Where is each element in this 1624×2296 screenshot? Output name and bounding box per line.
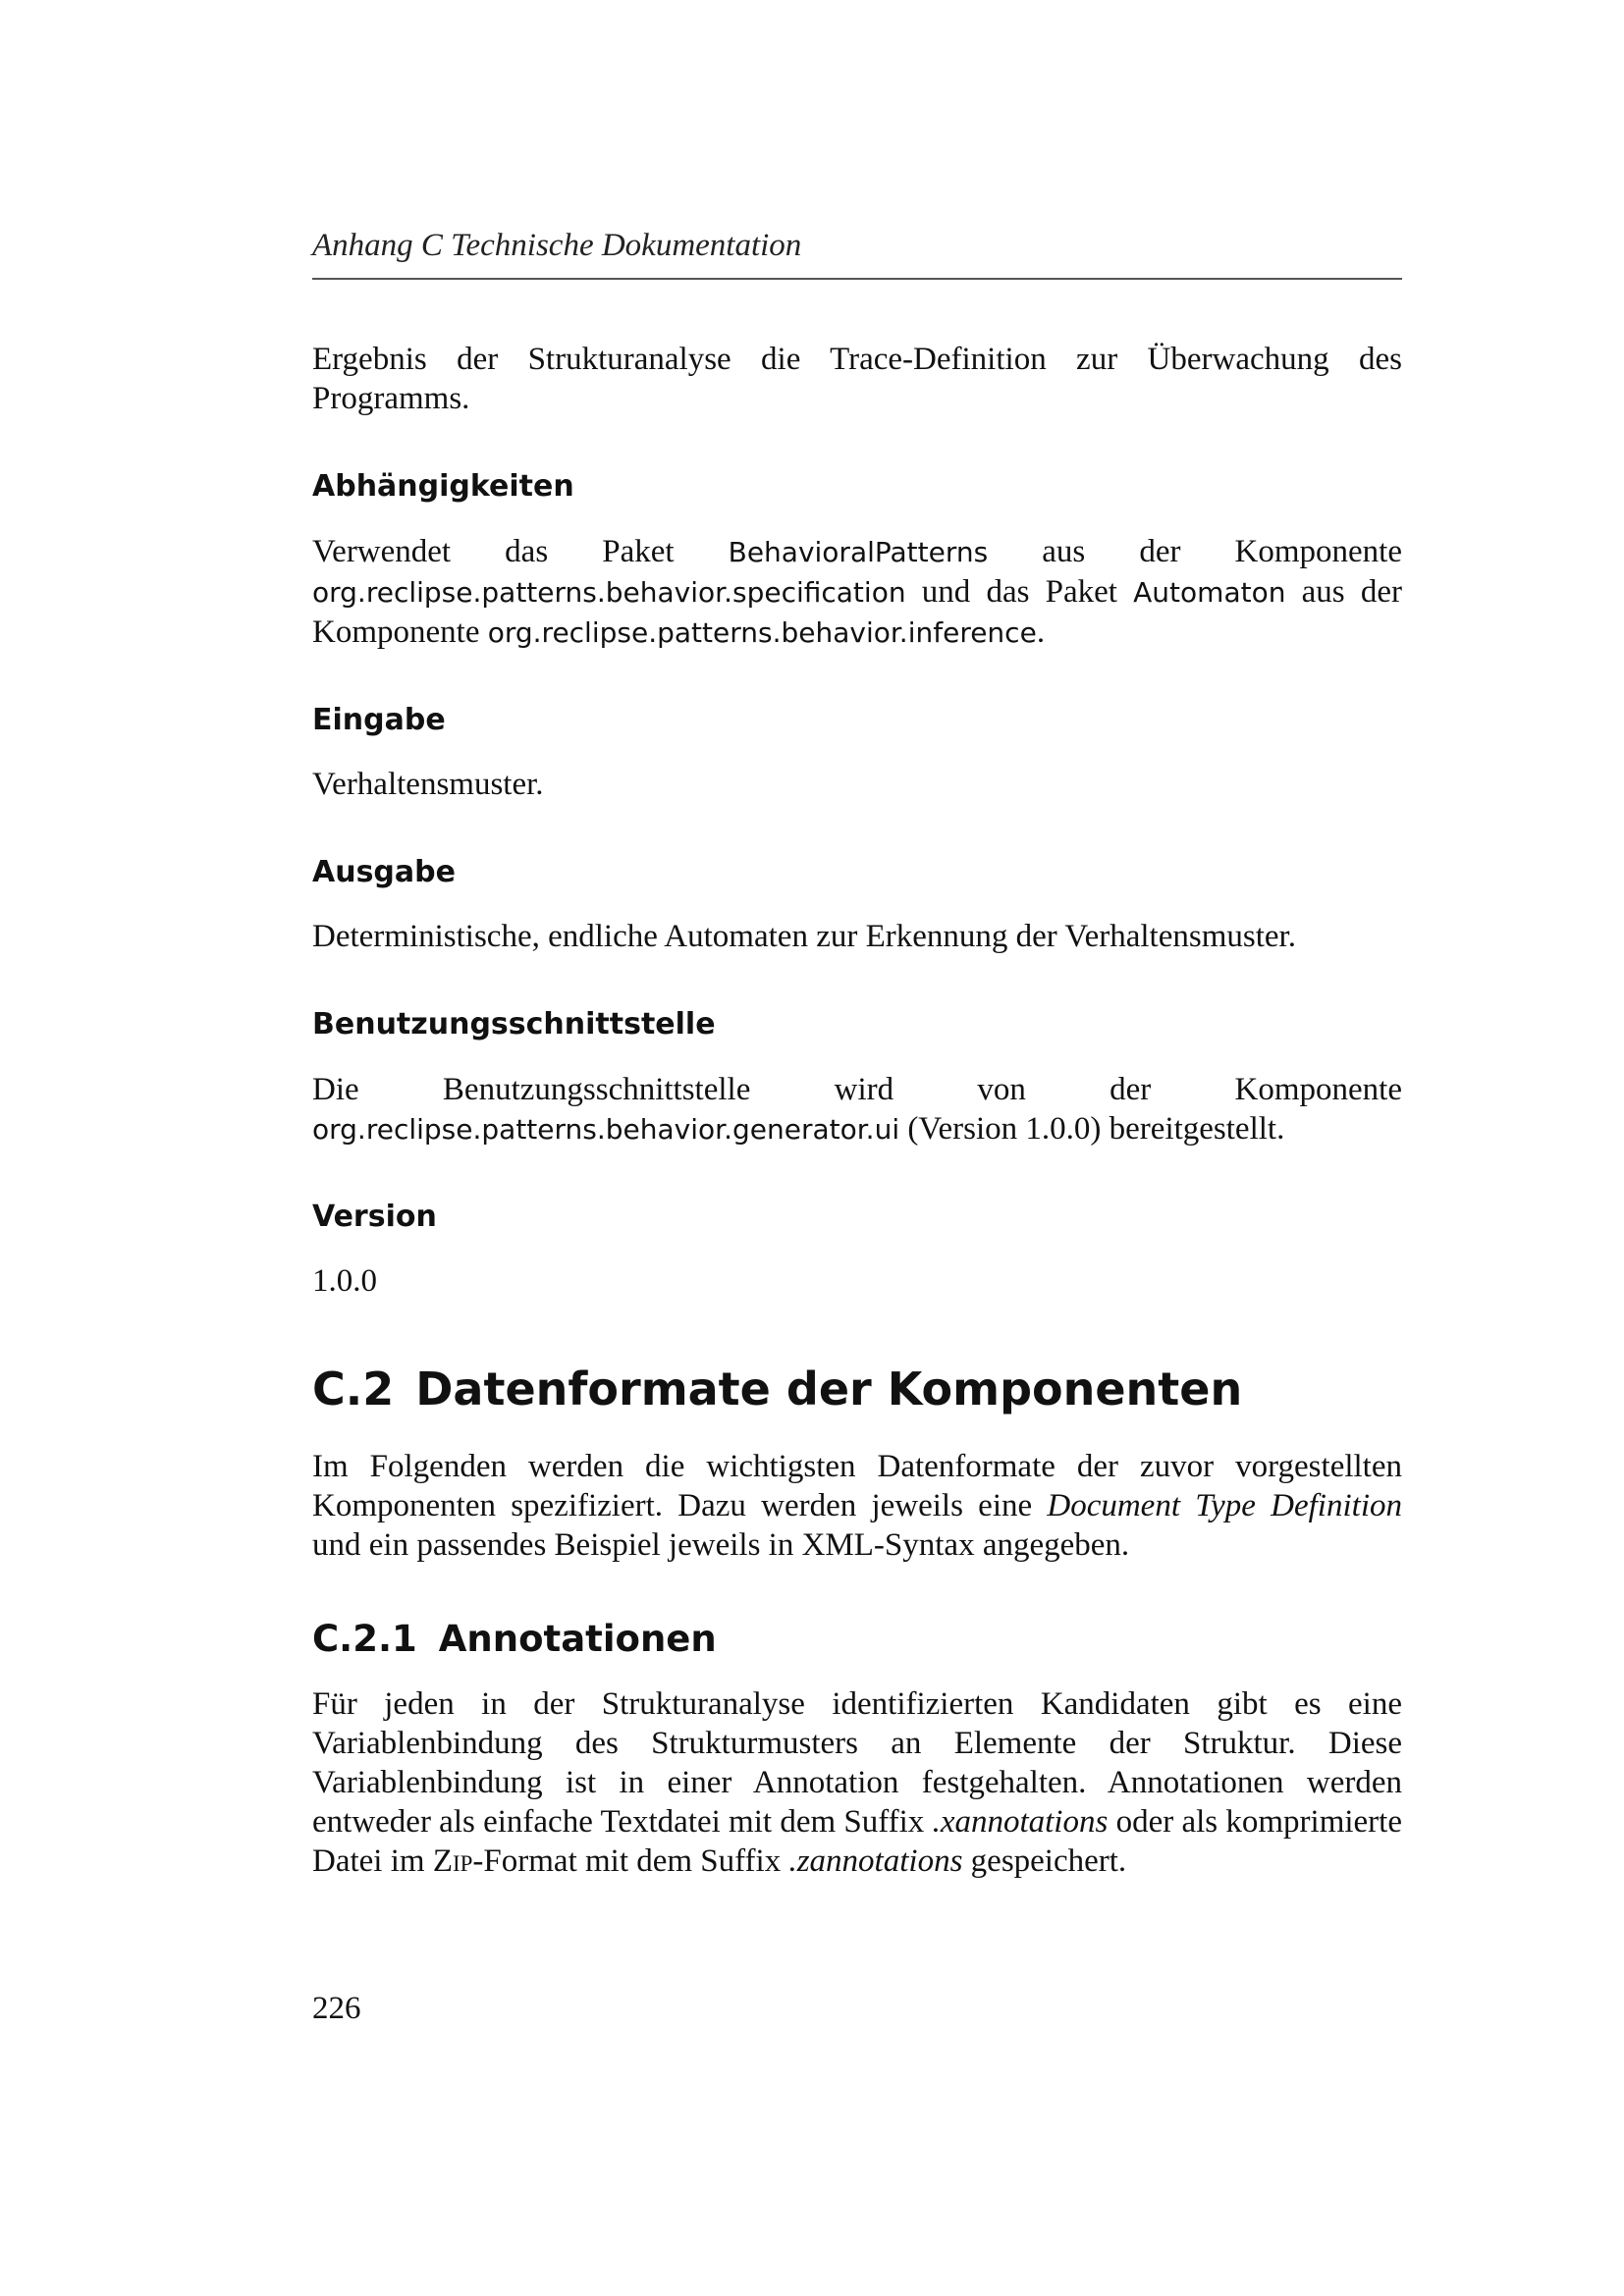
section-heading-c2 — [312, 1362, 1402, 1415]
package-name: Automaton — [1133, 576, 1286, 609]
ausgabe-paragraph: Deterministische, endliche Automaten zur Erkennung der Verhaltensmuster. — [312, 919, 1296, 954]
text-run: oder als komprimierte Datei im — [312, 1804, 1402, 1879]
smallcaps-term: Zip — [432, 1843, 473, 1879]
heading-eingabe: Eingabe — [312, 703, 446, 737]
subsection-title: Annotationen — [438, 1618, 717, 1660]
page-number: 226 — [312, 1991, 361, 2026]
emphasis: .zannotations — [788, 1843, 963, 1879]
heading-benutzungsschnittstelle: Benutzungsschnittstelle — [312, 1007, 716, 1041]
text-run: Verwendet das Paket — [312, 534, 729, 569]
header-rule — [312, 278, 1402, 280]
subsection-heading-c21 — [312, 1618, 1402, 1660]
component-name: org.reclipse.patterns.behavior.inference — [487, 616, 1037, 649]
heading-version: Version — [312, 1200, 437, 1234]
section-title: Datenformate der Komponenten — [415, 1362, 1243, 1415]
section-number: C.2 — [312, 1362, 395, 1415]
package-name: BehavioralPatterns — [728, 536, 989, 568]
emphasis: .xannotations — [932, 1804, 1109, 1840]
text-run: -Format mit dem Suffix — [472, 1843, 789, 1879]
eingabe-paragraph: Verhaltensmuster. — [312, 767, 544, 802]
c21-paragraph — [312, 1684, 1402, 1881]
version-paragraph: 1.0.0 — [312, 1263, 377, 1299]
text-run: . — [1036, 614, 1046, 650]
text-run: gespeichert. — [962, 1843, 1127, 1879]
abhaengigkeiten-paragraph — [312, 532, 1402, 653]
heading-ausgabe: Ausgabe — [312, 855, 456, 889]
text-run: und das Paket — [905, 574, 1134, 610]
text-run: und ein passendes Beispiel jeweils in XML-Syntax angegeben. — [312, 1527, 1130, 1563]
component-name: org.reclipse.patterns.behavior.specification — [312, 576, 906, 609]
benutzungsschnittstelle-paragraph — [312, 1070, 1402, 1149]
emphasis: Document Type Definition — [1047, 1488, 1402, 1523]
text-run: Die Benutzungsschnittstelle wird von der Komponente — [312, 1072, 1402, 1107]
c2-paragraph — [312, 1447, 1402, 1565]
text-run: aus der Komponente — [312, 574, 1402, 650]
text-run: (Version 1.0.0) bereitgestellt. — [899, 1111, 1285, 1147]
component-name: org.reclipse.patterns.behavior.generator.ui — [312, 1113, 900, 1146]
intro-paragraph: Ergebnis der Strukturanalyse die Trace-Definition zur Überwachung des Programms. — [312, 342, 1402, 416]
subsection-number: C.2.1 — [312, 1618, 417, 1660]
text-run: Im Folgenden werden die wichtigsten Datenformate der zuvor vorgestellten Komponenten spezifiziert. Dazu werden jeweils eine — [312, 1449, 1402, 1523]
text-run: aus der Komponente — [988, 534, 1402, 569]
running-head: Anhang C Technische Dokumentation — [312, 228, 802, 263]
heading-abhaengigkeiten: Abhängigkeiten — [312, 469, 574, 504]
text-run: Für jeden in der Strukturanalyse identifizierten Kandidaten gibt es eine Variablenbindung des Strukturmusters an Elemente der Struktur. Diese Variablenbindung ist in einer Annotation festgehalten. Annotationen werden entweder als einfache Textdatei mit dem Suffix — [312, 1686, 1402, 1840]
